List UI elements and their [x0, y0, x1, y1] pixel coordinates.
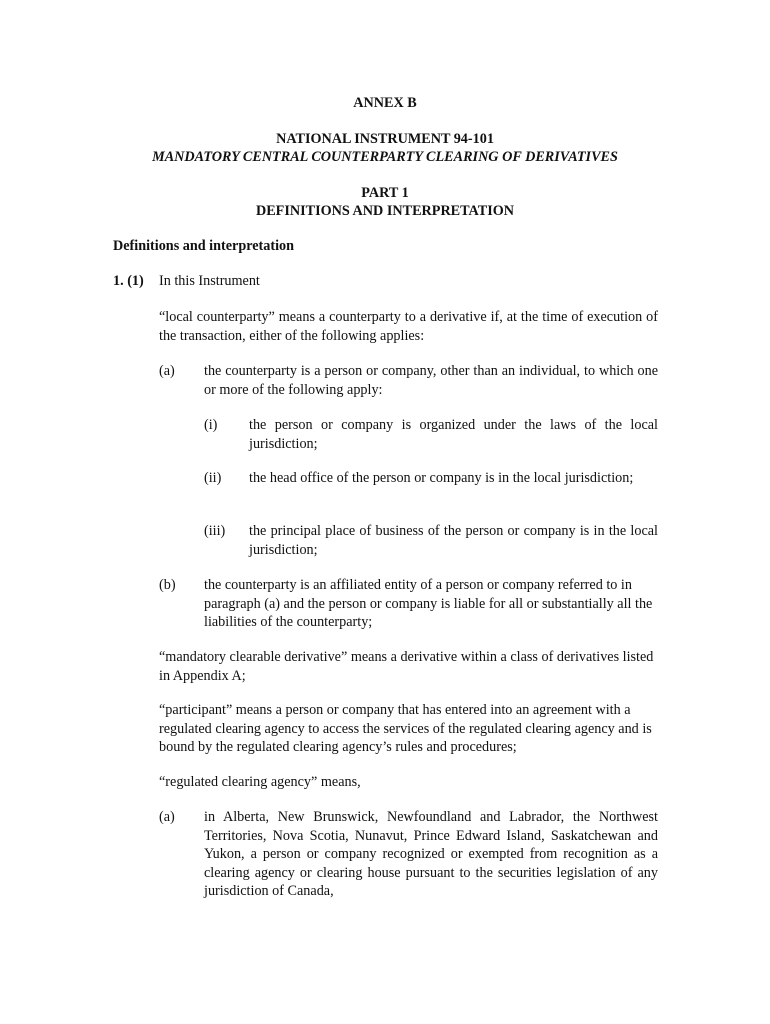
instrument-title: NATIONAL INSTRUMENT 94-101 — [276, 131, 494, 147]
part-number: PART 1 — [361, 185, 409, 201]
subitem-label-iii: (iii) — [204, 523, 226, 539]
definition-local-counterparty: “local counterparty” means a counterparty to a derivative if, at the time of execution of the transaction, either of the following applies: — [159, 309, 658, 344]
section-intro: In this Instrument — [159, 273, 260, 289]
definition-mandatory-clearable: “mandatory clearable derivative” means a derivative within a class of derivatives listed in Appendix A; — [159, 649, 654, 684]
item-label-a: (a) — [159, 363, 175, 379]
subitem-text-i: the person or company is organized under the laws of the local jurisdiction; — [249, 417, 658, 452]
rca-item-label-a: (a) — [159, 809, 175, 825]
subitem-label-ii: (ii) — [204, 470, 222, 486]
subitem-text-iii: the principal place of business of the person or company is in the local jurisdiction; — [249, 523, 658, 558]
instrument-subtitle: MANDATORY CENTRAL COUNTERPARTY CLEARING OF DERIVATIVES — [152, 149, 618, 165]
item-text-b: the counterparty is an affiliated entity of a person or company referred to in paragraph (a) and the person or company is liable for all or substantially all the liabilities of the counterparty; — [204, 577, 653, 630]
section-number: 1. (1) — [113, 273, 144, 289]
section-heading: Definitions and interpretation — [113, 238, 295, 254]
subitem-label-i: (i) — [204, 417, 218, 433]
definition-participant: “participant” means a person or company that has entered into an agreement with a regulated clearing agency to access the services of the regulated clearing agency and is bound by the regulated clearing agency’s rules and procedures; — [159, 702, 652, 755]
item-text-a: the counterparty is a person or company, other than an individual, to which one or more of the following apply: — [204, 363, 658, 398]
annex-title: ANNEX B — [353, 95, 417, 111]
item-label-b: (b) — [159, 577, 176, 593]
rca-item-text-a: in Alberta, New Brunswick, Newfoundland and Labrador, the Northwest Territories, Nova Scotia, Nunavut, Prince Edward Island, Saskatchewan and Yukon, a person or company recognized or exempted from recognition as a clearing agency or clearing house pursuant to the securities legislation of any jurisdiction of Canada, — [204, 809, 658, 899]
part-title: DEFINITIONS AND INTERPRETATION — [255, 203, 515, 219]
subitem-text-ii: the head office of the person or company is in the local jurisdiction; — [249, 470, 634, 486]
definition-regulated-clearing-agency: “regulated clearing agency” means, — [159, 774, 361, 790]
